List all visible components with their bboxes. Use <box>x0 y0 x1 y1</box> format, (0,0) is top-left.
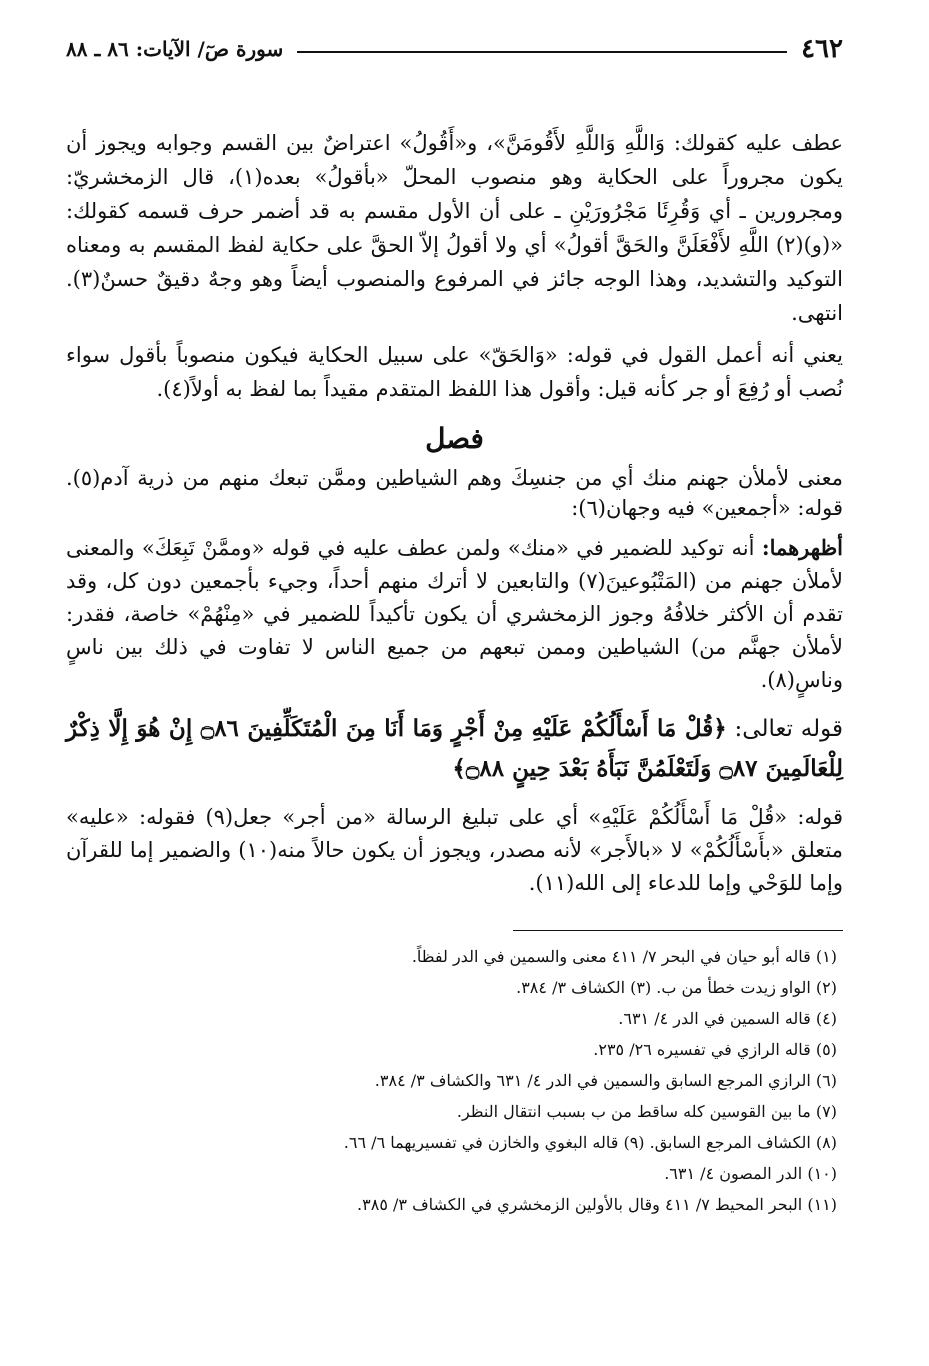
paragraph-4 <box>66 531 843 697</box>
footnotes <box>66 941 843 1220</box>
footnote: (٥) قاله الرازي في تفسيره ٢٦/ ٢٣٥. <box>593 1040 837 1059</box>
page <box>66 32 843 1220</box>
footnote: (١١) البحر المحيط ٧/ ٤١١ وقال بالأولين الزمخشري في الكشاف ٣/ ٣٨٥. <box>357 1195 837 1214</box>
paragraph-4-lead: أظهرهما: <box>761 535 843 560</box>
paragraph-3: معنى لأملأن جهنم منك أي من جنسِكَ وهم الشياطين وممَّن تبعك منهم من ذرية آدم(٥). قوله: «أجمعين» فيه وجهان(٦): <box>66 466 843 520</box>
footnote: (٢) الواو زيدت خطأ من ب. (٣) الكشاف ٣/ ٣٨٤. <box>516 978 837 997</box>
paragraph-6: قوله: «قُلْ مَا أَسْأَلُكُمْ عَلَيْهِ» أي على تبليغ الرسالة «من أجر» جعل(٩) فقوله: «عليه» متعلق «بأَسْأَلُكُمْ» لا «بالأَجر» لأنه مصدر، ويجوز أن يكون حالاً منه(١٠) والضمير إما للقرآن وإما للوَحْي وإما للدعاء إلى الله(١١). <box>66 805 843 895</box>
footnote: (٦) الرازي المرجع السابق والسمين في الدر ٤/ ٦٣١ والكشاف ٣/ ٣٨٤. <box>374 1071 837 1090</box>
running-header <box>66 32 843 66</box>
verse-intro: قوله تعالى: <box>734 716 843 742</box>
surah-label: سورة صٓ/ الآيات: ٨٦ ـ ٨٨ <box>66 37 284 61</box>
quran-verse-block <box>66 709 843 789</box>
footnote: (٧) ما بين القوسين كله ساقط من ب بسبب انتقال النظر. <box>456 1102 837 1121</box>
quran-verse: ﴿قُلْ مَا أَسْأَلُكُمْ عَلَيْهِ مِنْ أَجْرٍ وَمَا أَنَا مِنَ الْمُتَكَلِّفِينَ ۝٨٦ إِنْ هُوَ إِلَّا ذِكْرٌ لِلْعَالَمِينَ ۝٨٧ وَلَتَعْلَمُنَّ نَبَأَهُ بَعْدَ حِينٍ ۝٨٨﴾ <box>66 715 843 782</box>
page-number: ٤٦٢ <box>801 34 843 64</box>
paragraph-2: يعني أنه أعمل القول في قوله: «وَالحَقّ» على سبيل الحكاية فيكون منصوباً بأقول سواء نُصب أو رُفِعَ أو جر كأنه قيل: وأقول هذا اللفظ المتقدم مقيداً بما لفظ به أولاً(٤). <box>66 343 843 401</box>
paragraph-4-text: أنه توكيد للضمير في «منك» ولمن عطف عليه في قوله «وممَّنْ تَبِعَكَ» والمعنى لأملأن جهنم من (المَتْبُوعينَ(٧) والتابعين لا أترك منهم أحداً، وجيء بأجمعين دون كل، وقد تقدم أن الأكثر خلافُهُ وجوز الزمخشري أن يكون تأكيداً للضمير في «مِنْهُمْ» خاصة، فقدر: لأملأن جهنَّم من) الشياطين وممن تبعهم من جميع الناس لا تفاوت في ذلك بين ناسٍ وناسٍ(٨). <box>66 536 843 692</box>
footnote-separator <box>513 930 843 931</box>
paragraph-1: عطف عليه كقولك: وَاللَّهِ وَاللَّهِ لأَقُومَنَّ»، و«أَقُولُ» اعتراضٌ بين القسم وجوابه ويجوز أن يكون مجروراً على الحكاية وهو منصوب المحلّ «بأقولُ» بعده(١)، قال الزمخشريّ: ومجرورين ـ أي وَقُرِئَا مَجْرُورَيْنِ ـ على أن الأول مقسم به قد أضمر حرف قسمه كقولك: «(و)(٢) اللَّهِ لأَفْعَلَنَّ والحَقَّ أقولُ» أي ولا أقولُ إلاّ الحقَّ على حكاية لفظ المقسم به ومعناه التوكيد والتشديد، وهذا الوجه جائز في المرفوع والمنصوب أيضاً وهو وجهٌ دقيقٌ حسنٌ(٣). انتهى. <box>66 131 843 325</box>
section-heading: فصل <box>425 422 484 455</box>
footnote: (٨) الكشاف المرجع السابق. (٩) قاله البغوي والخازن في تفسيريهما ٦/ ٦٦. <box>343 1133 837 1152</box>
footnote: (١) قاله أبو حيان في البحر ٧/ ٤١١ معنى والسمين في الدر لفظاً. <box>411 947 837 966</box>
footnote: (٤) قاله السمين في الدر ٤/ ٦٣١. <box>618 1009 837 1028</box>
footnote: (١٠) الدر المصون ٤/ ٦٣١. <box>664 1164 837 1183</box>
header-rule <box>297 51 787 53</box>
